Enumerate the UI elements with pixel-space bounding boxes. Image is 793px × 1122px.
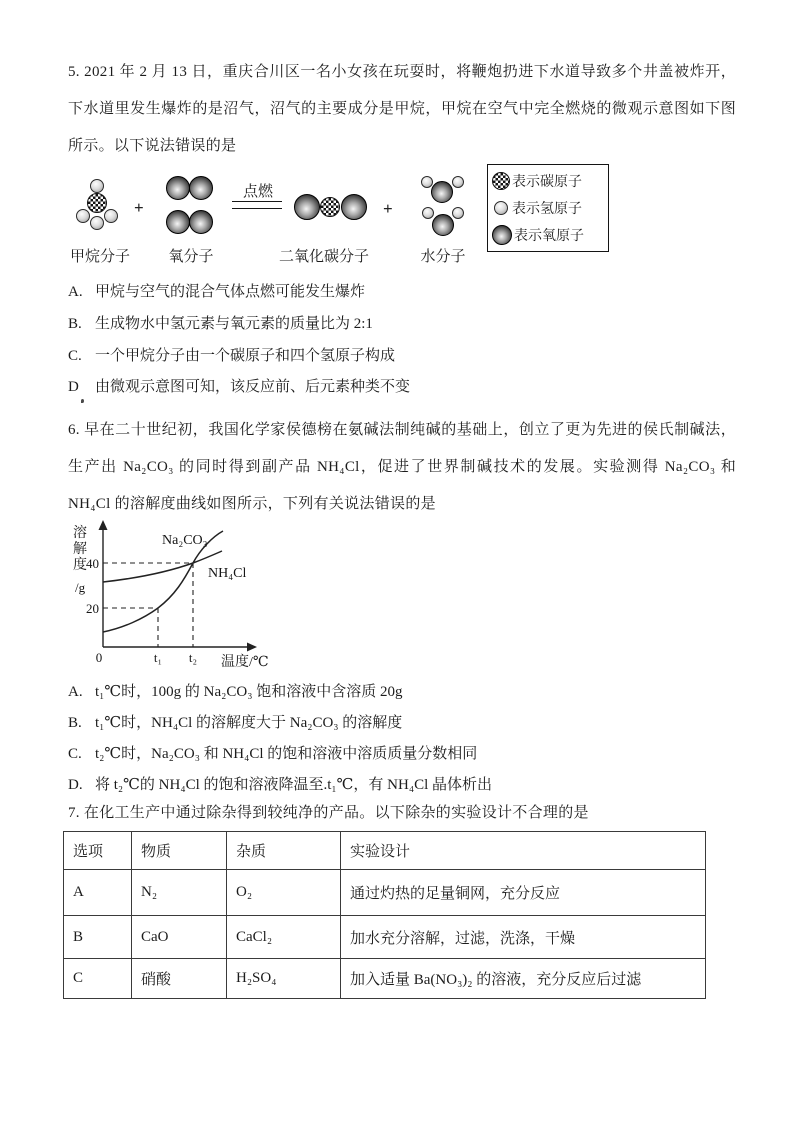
hydrogen-atom-icon: [452, 176, 464, 188]
table-row: [64, 959, 706, 999]
hydrogen-atom-icon: [452, 207, 464, 219]
option-text: 由微观示意图可知，该反应前、后元素种类不变: [95, 379, 411, 395]
x-tick-t1: t₁: [153, 650, 163, 665]
cell-design: 通过灼热的足量铜网，充分反应: [341, 870, 706, 916]
header-design: 实验设计: [341, 832, 706, 870]
reaction-equals-line: [232, 201, 282, 209]
option-text: 一个甲烷分子由一个碳原子和四个氢原子构成: [95, 348, 396, 364]
carbon-atom-icon: [492, 172, 510, 190]
table-row: [64, 870, 706, 916]
cell-substance: CaO: [132, 916, 227, 959]
na2co3-curve-label: Na₂CO₃: [162, 533, 208, 548]
reaction-diagram: [68, 163, 628, 265]
oxygen-atom-icon: [432, 214, 454, 236]
y-tick-40: 40: [86, 556, 99, 571]
header-impurity: 杂质: [227, 832, 341, 870]
cell-design: 加入适量 Ba(NO₃)₂ 的溶液，充分反应后过滤: [341, 959, 706, 999]
legend-row-oxygen: [492, 225, 604, 245]
atom-legend: [487, 164, 609, 252]
hydrogen-atom-icon: [90, 216, 104, 230]
legend-row-hydrogen: [492, 198, 604, 218]
ignition-condition-label: 点燃: [242, 184, 273, 200]
carbon-atom-icon: [87, 193, 107, 213]
cell-option: C: [64, 959, 132, 999]
option-text: 甲烷与空气的混合气体点燃可能发生爆炸: [95, 284, 366, 300]
q6-option-c: [68, 744, 736, 764]
q6-option-a: [68, 682, 736, 702]
impurity-removal-table: [63, 831, 706, 999]
legend-hydrogen-label: 表示氢原子: [512, 201, 582, 217]
q5-option-d: [68, 377, 736, 397]
q5-option-b: [68, 314, 736, 334]
hydrogen-atom-icon: [422, 207, 434, 219]
option-text: t₁℃时，100g 的 Na₂CO₃ 饱和溶液中含溶质 20g: [95, 684, 403, 700]
hydrogen-atom-icon: [104, 209, 118, 223]
carbon-dioxide-label: 二氧化碳分子: [278, 249, 369, 265]
header-option: 选项: [64, 832, 132, 870]
oxygen-atom-icon: [166, 210, 190, 234]
q5-option-a: [68, 282, 736, 302]
option-letter: A.: [68, 284, 83, 300]
question-5-text: 5. 2021 年 2 月 13 日，重庆合川区一名小女孩在玩耍时，将鞭炮扔进下水道导致多个井盖被炸开，下水道里发生爆炸的是沼气，沼气的主要成分是甲烷，甲烷在空气中完全燃烧的微观示意图如下图所示。以下说法错误的是: [68, 64, 736, 154]
table-header-row: [64, 832, 706, 870]
x-axis-arrow-icon: [247, 643, 257, 652]
cell-option: A: [64, 870, 132, 916]
cell-impurity: CaCl₂: [227, 916, 341, 959]
header-substance: 物质: [132, 832, 227, 870]
option-letter: B.: [68, 715, 82, 731]
option-text: 将 t₂℃的 NH₄Cl 的饱和溶液降温至.t₁℃，有 NH₄Cl 晶体析出: [95, 777, 492, 793]
oxygen-atom-icon: [492, 225, 512, 245]
methane-label: 甲烷分子: [69, 249, 130, 265]
y-axis-unit: /g: [75, 580, 86, 595]
table-row: [64, 916, 706, 959]
oxygen-atom-icon: [189, 176, 213, 200]
option-letter: D: [68, 379, 79, 395]
y-tick-20: 20: [86, 601, 99, 616]
q6-option-b: [68, 713, 736, 733]
water-label: 水分子: [420, 249, 466, 265]
option-letter: C.: [68, 746, 82, 762]
plus-sign: +: [134, 198, 144, 217]
y-axis-label-char: 解: [73, 542, 87, 557]
y-axis-label-char: 度: [73, 558, 87, 573]
cell-option: B: [64, 916, 132, 959]
oxygen-atom-icon: [294, 194, 320, 220]
oxygen-atom-icon: [189, 210, 213, 234]
plus-sign: +: [383, 199, 393, 218]
option-letter: D.: [68, 777, 83, 793]
question-7-text: 7. 在化工生产中通过除杂得到较纯净的产品。以下除杂的实验设计不合理的是: [68, 805, 589, 821]
y-axis-label-char: 溶: [73, 526, 87, 541]
oxygen-atom-icon: [341, 194, 367, 220]
nh4cl-curve: [103, 551, 222, 582]
legend-oxygen-label: 表示氧原子: [514, 228, 584, 244]
cell-impurity: H₂SO₄: [227, 959, 341, 999]
option-letter: B.: [68, 316, 82, 332]
hydrogen-atom-icon: [76, 209, 90, 223]
oxygen-atom-icon: [431, 181, 453, 203]
oxygen-label: 氧分子: [168, 249, 214, 265]
hydrogen-atom-icon: [90, 179, 104, 193]
carbon-atom-icon: [320, 197, 340, 217]
x-tick-t2: t₂: [188, 650, 198, 665]
option-letter: A.: [68, 684, 83, 700]
q6-option-d: [68, 775, 736, 795]
option-text: 生成物水中氢元素与氧元素的质量比为 2:1: [95, 316, 373, 332]
q5-option-c: [68, 346, 736, 366]
legend-row-carbon: [492, 171, 604, 191]
ink-speck: [81, 399, 84, 403]
cell-impurity: O₂: [227, 870, 341, 916]
solubility-curve-chart: [65, 520, 303, 675]
origin-tick: 0: [95, 650, 103, 665]
x-axis-label: 温度/℃: [221, 655, 269, 670]
option-text: t₁℃时，NH₄Cl 的溶解度大于 Na₂CO₃ 的溶解度: [95, 715, 403, 731]
y-axis-arrow-icon: [99, 520, 108, 530]
cell-design: 加水充分溶解，过滤，洗涤，干燥: [341, 916, 706, 959]
cell-substance: N₂: [132, 870, 227, 916]
question-6-text: 6. 早在二十世纪初，我国化学家侯德榜在氨碱法制纯碱的基础上，创立了更为先进的侯氏制碱法，生产出 Na₂CO₃ 的同时得到副产品 NH₄Cl，促进了世界制碱技术的发展。实验测得 Na₂CO₃ 和 NH₄Cl 的溶解度曲线如图所示，下列有关说法错误的是: [68, 422, 736, 512]
option-letter: C.: [68, 348, 82, 364]
cell-substance: 硝酸: [132, 959, 227, 999]
legend-carbon-label: 表示碳原子: [512, 175, 582, 191]
option-text: t₂℃时，Na₂CO₃ 和 NH₄Cl 的饱和溶液中溶质质量分数相同: [95, 746, 478, 762]
nh4cl-curve-label: NH₄Cl: [208, 566, 247, 581]
oxygen-atom-icon: [166, 176, 190, 200]
hydrogen-atom-icon: [494, 201, 508, 215]
